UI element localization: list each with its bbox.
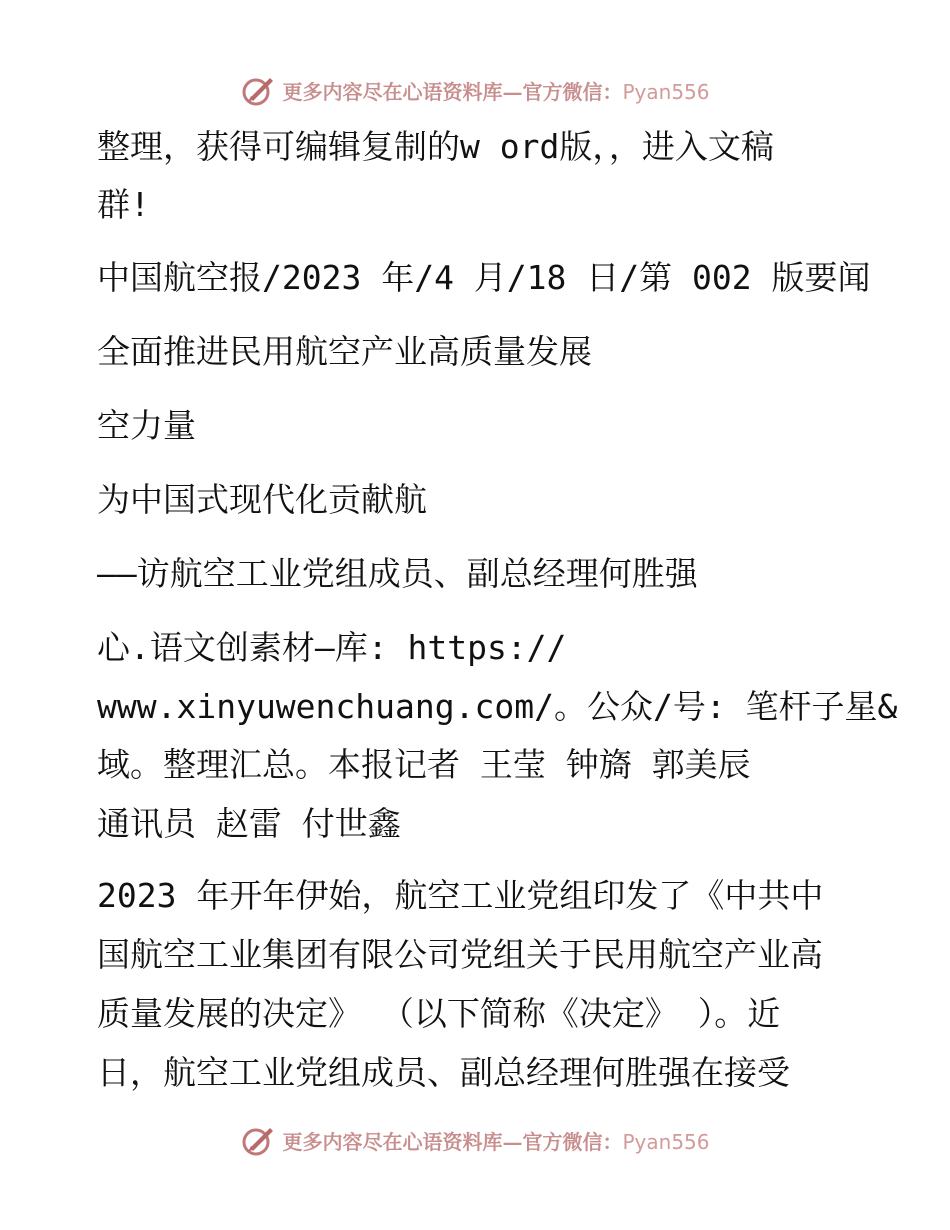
text-line-13: 国航空工业集团有限公司党组关于民用航空产业高: [97, 935, 823, 974]
watermark-group: [240, 72, 709, 108]
quill-pen-logo-icon: [240, 1122, 276, 1158]
text-line-3: 中国航空报/2023 年/4 月/18 日/第 002 版要闻: [97, 258, 871, 297]
text-line-11: 通讯员 赵雷 付世鑫: [97, 804, 401, 843]
text-line-12: 2023 年开年伊始，航空工业党组印发了《中共中: [97, 876, 824, 915]
header-watermark: [0, 70, 950, 110]
watermark-text: 更多内容尽在心语资料库—官方微信：Pyan556: [282, 1129, 710, 1154]
text-line-14: 质量发展的决定》 （以下简称《决定》 ）。近: [97, 994, 781, 1033]
text-line-10: 域。整理汇总。本报记者 王莹 钟旖 郭美辰: [97, 745, 751, 784]
watermark-text: 更多内容尽在心语资料库—官方微信：Pyan556: [282, 79, 710, 104]
text-line-8: 心.语文创素材—库: https://: [97, 628, 567, 667]
text-line-7: ——访航空工业党组成员、副总经理何胜强: [97, 554, 698, 593]
text-line-6: 为中国式现代化贡献航: [97, 480, 427, 519]
watermark-group: [240, 1122, 709, 1158]
quill-pen-logo-icon: [240, 72, 276, 108]
text-line-5: 空力量: [97, 406, 196, 445]
text-line-15: 日，航空工业党组成员、副总经理何胜强在接受: [97, 1053, 790, 1092]
text-line-4: 全面推进民用航空产业高质量发展: [97, 332, 592, 371]
footer-watermark: [0, 1120, 950, 1160]
text-line-2: 群!: [97, 185, 150, 224]
text-line-1: 整理，获得可编辑复制的w ord版，，进入文稿: [97, 127, 774, 166]
text-line-9: www.xinyuwenchuang.com/。公众/号: 笔杆子星&: [97, 687, 898, 726]
